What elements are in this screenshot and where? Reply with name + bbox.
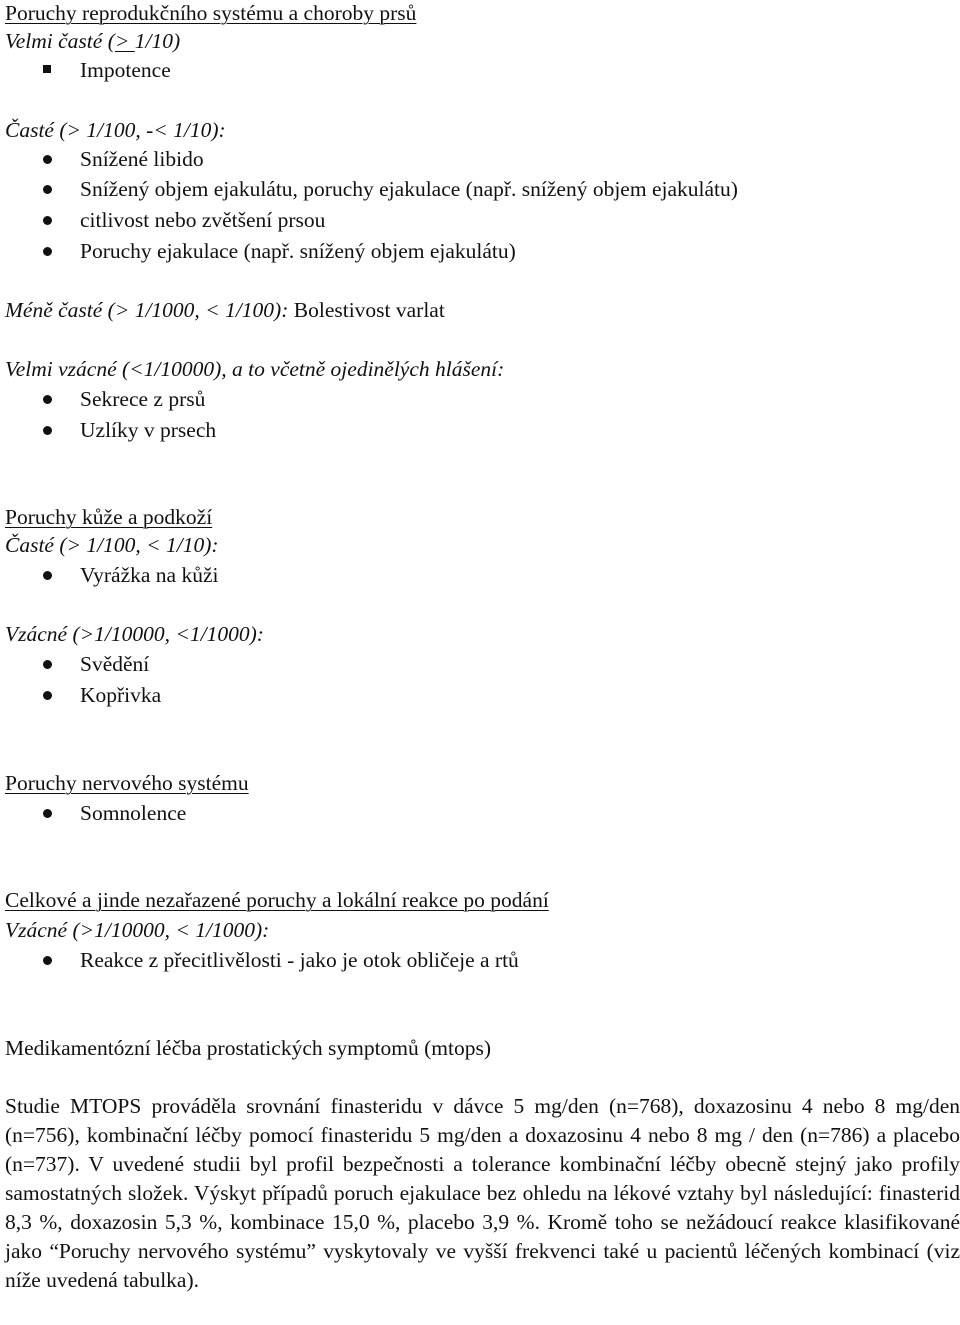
frequency-very-common <box>5 28 180 54</box>
frequency-label: Méně časté (> 1/1000, < 1/100): <box>5 298 289 322</box>
frequency-rare: Vzácné (>1/10000, < 1/1000): <box>5 918 270 942</box>
mtops-paragraph <box>5 1092 960 1295</box>
section-title-mtops: Medikamentózní léčba prostatických symptomů (mtops) <box>5 1036 492 1060</box>
section-title-skin: Poruchy kůže a podkoží <box>5 505 213 529</box>
frequency-rare: Vzácné (>1/10000, <1/1000): <box>5 622 264 646</box>
bullet-icon <box>43 395 52 404</box>
frequency-uncommon <box>5 297 445 323</box>
bullet-icon <box>43 691 52 700</box>
frequency-label-prefix: Velmi časté ( <box>5 29 115 53</box>
frequency-text: Bolestivost varlat <box>288 298 445 322</box>
section-title-nervous: Poruchy nervového systému <box>5 771 249 795</box>
frequency-label-suffix: 1/10) <box>134 29 181 53</box>
bullet-icon <box>43 247 52 256</box>
frequency-common: Časté (> 1/100, -< 1/10): <box>5 118 226 142</box>
paragraph-text: Studie MTOPS prováděla srovnání finasteridu v dávce 5 mg/den (n=768), doxazosinu 4 nebo 8 mg/den (n=756), kombinační léčby pomocí finasteridu 5 mg/den a doxazosinu 4 nebo 8 mg / den (n=786) a placebo (n=737). V uvedené studii byl profil bezpečnosti a tolerance kombinační léčby obecně stejný jako profily samostatných složek. Výskyt případů poruch ejakulace bez ohledu na lékové vztahy byl následující: finasterid 8,3 %, doxazosin 5,3 %, kombinace 15,0 %, placebo 3,9 %. Kromě toho se nežádoucí reakce klasifikované jako “Poruchy nervového systému” vyskytovaly ve vyšší frekvenci také u pacientů léčených kombinací (viz níže uvedená tabulka). <box>5 1094 960 1292</box>
section-title-general: Celkové a jinde nezařazené poruchy a lokální reakce po podání <box>5 888 549 912</box>
bullet-icon <box>43 809 52 818</box>
frequency-common: Časté (> 1/100, < 1/10): <box>5 533 219 557</box>
frequency-symbol: > <box>114 29 135 53</box>
bullet-icon <box>43 956 52 965</box>
bullet-icon <box>43 571 52 580</box>
bullet-icon <box>43 660 52 669</box>
bullet-icon <box>43 185 52 194</box>
frequency-very-rare: Velmi vzácné (<1/10000), a to včetně ojedinělých hlášení: <box>5 357 505 381</box>
square-bullet-icon <box>43 65 51 73</box>
bullet-icon <box>43 216 52 225</box>
section-title-reproductive: Poruchy reprodukčního systému a choroby prsů <box>5 1 417 25</box>
bullet-icon <box>43 155 52 164</box>
bullet-icon <box>43 426 52 435</box>
